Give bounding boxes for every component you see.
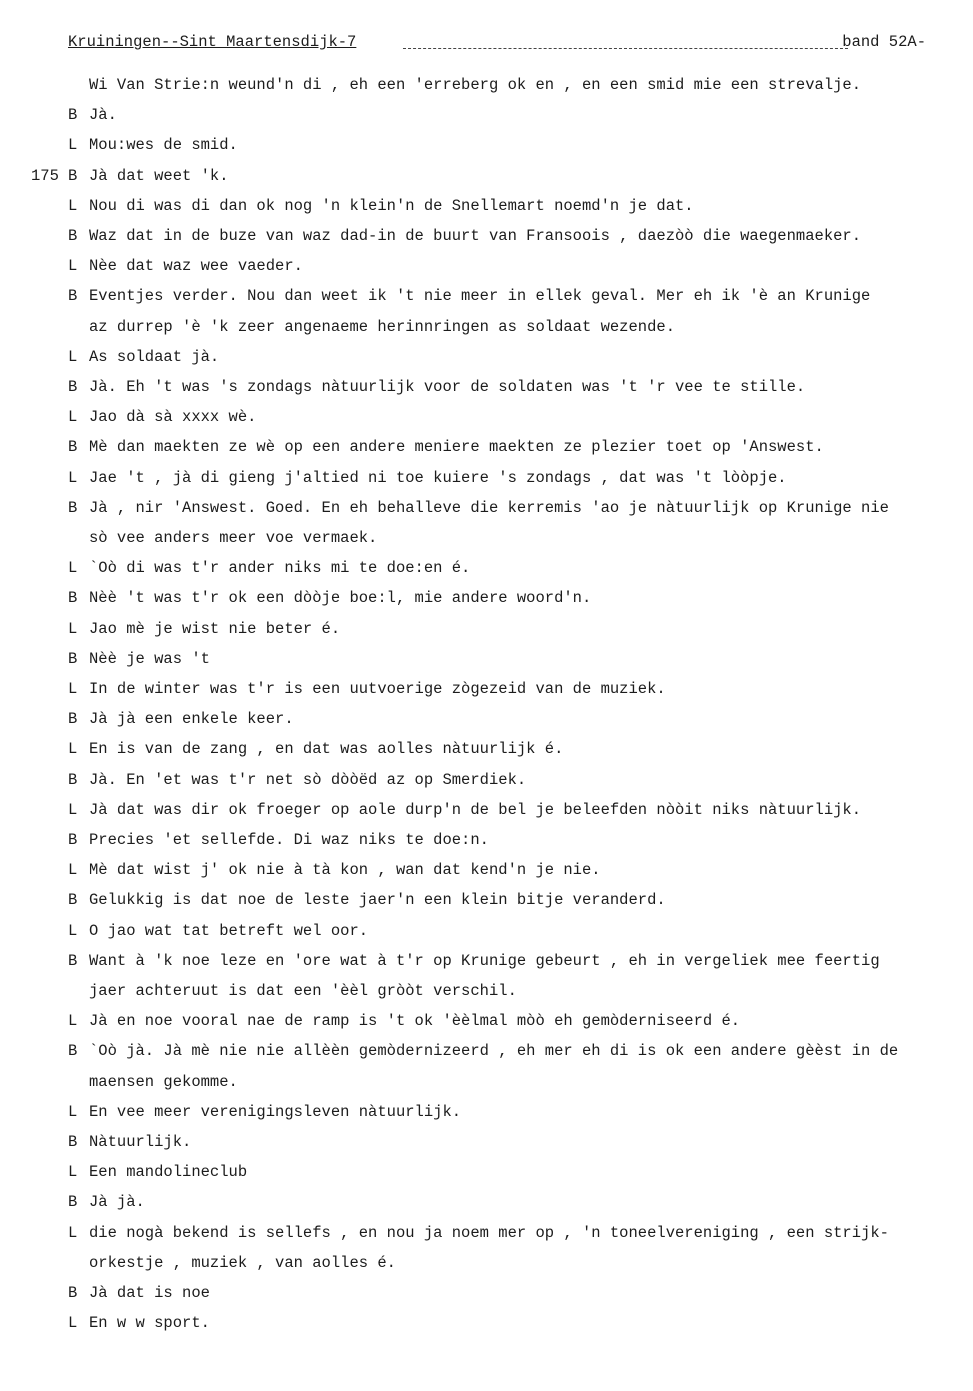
utterance-text: Jao mè je wist nie beter é. [89,619,341,638]
speaker-label: B [68,589,78,608]
utterance-text: Jà dat weet 'k. [89,166,229,185]
transcript-line [0,163,973,189]
transcript-line [0,918,973,944]
utterance-text: Nàtuurlijk. [89,1133,192,1151]
speaker-label: B [68,951,78,970]
speaker-label: L [68,347,78,366]
header-dashed-rule [403,48,848,49]
speaker-label: L [68,1163,78,1182]
transcript-line [0,887,973,913]
transcript-line [0,314,973,340]
utterance-continuation: jaer achteruut is dat een 'èèl gròòt verschil. [89,982,517,1000]
utterance-text: Jà. Eh 't was 's zondags nàtuurlijk voor de soldaten was 't 'r vee te stille. [89,378,806,396]
transcript-line [0,102,973,128]
speaker-label: L [68,619,78,638]
margin-line-number: 175 [31,166,59,185]
transcript-line [0,1038,973,1064]
speaker-label: L [68,1102,78,1121]
utterance-text: Mou:wes de smid. [89,136,238,155]
transcript-line [0,193,973,219]
transcript-line [0,1250,973,1276]
header-tape-label: band 52A- [842,33,926,51]
speaker-label: B [68,438,78,457]
utterance-text: In de winter was t'r is een uutvoerige zògezeid van de muziek. [89,680,666,698]
transcript-line [0,1069,973,1095]
transcript-line [0,555,973,581]
speaker-label: B [68,1193,78,1212]
utterance-text: die nogà bekend is sellefs , en nou ja noem mer op , 'n toneelvereniging , een strijk- [89,1223,889,1242]
utterance-text: Waz dat in de buze van waz dad-in de buurt van Fransoois , daezòò die waegenmaeker. [89,227,862,245]
transcript-line [0,223,973,249]
utterance-text: Nou di was di dan ok nog 'n klein'n de Snellemart noemd'n je dat. [89,196,694,215]
speaker-label: L [68,1314,78,1333]
speaker-label: B [68,770,78,789]
utterance-text: Jà jà. [89,1193,145,1212]
speaker-label: B [68,1133,78,1151]
speaker-label: L [68,1012,78,1031]
utterance-text: Jà jà een enkele keer. [89,710,294,729]
page-header [68,33,928,57]
utterance-text: `Oò jà. Jà mè nie nie allèèn gemòdernizeerd , eh mer eh di is ok een andere gèèst in de [89,1042,899,1061]
transcript-line [0,465,973,491]
utterance-text: Jà. En 'et was t'r net sò dòòëd az op Smerdiek. [89,770,527,789]
speaker-label: B [68,378,78,396]
speaker-label: L [68,408,78,427]
transcript-line [0,797,973,823]
speaker-label: L [68,257,78,276]
utterance-text: Jà en noe vooral nae de ramp is 't ok 'èèlmal mòò eh gemòderniseerd é. [89,1012,741,1031]
transcript-line [0,344,973,370]
transcript-line [0,1189,973,1215]
transcript-line [0,404,973,430]
utterance-text: Jà. [89,106,117,125]
transcript-line [0,767,973,793]
speaker-label: L [68,861,78,880]
utterance-text: Gelukkig is dat noe de leste jaer'n een klein bitje veranderd. [89,891,666,910]
transcript-line [0,1099,973,1125]
speaker-label: L [68,136,78,155]
speaker-label: B [68,287,78,306]
speaker-label: B [68,710,78,729]
speaker-label: B [68,891,78,910]
utterance-text: Jà dat is noe [89,1284,210,1302]
transcript-line [0,616,973,642]
speaker-label: B [68,1284,78,1302]
transcript-line [0,1129,973,1155]
transcript-line [0,253,973,279]
transcript-line [0,1280,973,1306]
utterance-continuation: Wi Van Strie:n weund'n di , eh een 'erreberg ok en , en een smid mie een strevalje. [89,76,862,94]
transcript-line [0,978,973,1004]
utterance-text: As soldaat jà. [89,347,220,366]
utterance-text: En is van de zang , en dat was aolles nàtuurlijk é. [89,740,564,759]
utterance-text: Precies 'et sellefde. Di waz niks te doe:n. [89,831,489,849]
utterance-continuation: az durrep 'è 'k zeer angenaeme herinnringen as soldaat wezende. [89,317,675,336]
transcript-line [0,283,973,309]
utterance-continuation: sò vee anders meer voe vermaek. [89,529,378,547]
header-location: Kruiningen--Sint Maartensdijk-7 [68,33,357,51]
speaker-label: B [68,227,78,245]
utterance-text: Mè dat wist j' ok nie à tà kon , wan dat kend'n je nie. [89,861,601,880]
speaker-label: B [68,498,78,517]
transcript-line [0,1220,973,1246]
transcript-line [0,434,973,460]
transcript-line [0,676,973,702]
transcript-line [0,374,973,400]
utterance-text: `Oò di was t'r ander niks mi te doe:en é. [89,559,471,578]
speaker-label: L [68,800,78,819]
transcript-line [0,646,973,672]
speaker-label: L [68,740,78,759]
transcript-line [0,857,973,883]
utterance-text: Eventjes verder. Nou dan weet ik 't nie meer in ellek geval. Mer eh ik 'è an Krunige [89,287,871,306]
utterance-text: Een mandolineclub [89,1163,248,1182]
utterance-text: En w w sport. [89,1314,210,1333]
utterance-text: Nèè 't was t'r ok een dòòje boe:l, mie andere woord'n. [89,589,592,608]
transcript-line [0,1008,973,1034]
speaker-label: L [68,559,78,578]
speaker-label: B [68,106,78,125]
utterance-text: Jao dà sà xxxx wè. [89,408,257,427]
transcript-line [0,706,973,732]
speaker-label: L [68,468,78,487]
speaker-label: L [68,196,78,215]
utterance-text: O jao wat tat betreft wel oor. [89,921,369,940]
transcript-line [0,585,973,611]
transcript-line [0,525,973,551]
utterance-text: Jae 't , jà di gieng j'altied ni toe kuiere 's zondags , dat was 't lòòpje. [89,468,787,487]
utterance-text: Nèè je was 't [89,649,210,668]
transcript-line [0,72,973,98]
speaker-label: L [68,1223,78,1242]
transcript-line [0,1159,973,1185]
speaker-label: B [68,1042,78,1061]
speaker-label: L [68,680,78,698]
utterance-continuation: orkestje , muziek , van aolles é. [89,1253,396,1272]
utterance-text: Jà , nir 'Answest. Goed. En eh behalleve die kerremis 'ao je nàtuurlijk op Krunige nie [89,498,889,517]
speaker-label: B [68,166,78,185]
utterance-text: En vee meer verenigingsleven nàtuurlijk. [89,1102,462,1121]
speaker-label: L [68,921,78,940]
transcript-line [0,948,973,974]
utterance-text: Nèe dat waz wee vaeder. [89,257,303,276]
speaker-label: B [68,649,78,668]
utterance-continuation: maensen gekomme. [89,1072,238,1091]
transcript-line [0,1310,973,1336]
utterance-text: Jà dat was dir ok froeger op aole durp'n de bel je beleefden nòòit niks nàtuurlijk. [89,800,862,819]
transcript-line [0,827,973,853]
transcript-line [0,736,973,762]
utterance-text: Want à 'k noe leze en 'ore wat à t'r op Krunige gebeurt , eh in vergeliek mee feertig [89,951,880,970]
transcript-line [0,495,973,521]
transcript-line [0,132,973,158]
utterance-text: Mè dan maekten ze wè op een andere meniere maekten ze plezier toet op 'Answest. [89,438,824,457]
speaker-label: B [68,831,78,849]
